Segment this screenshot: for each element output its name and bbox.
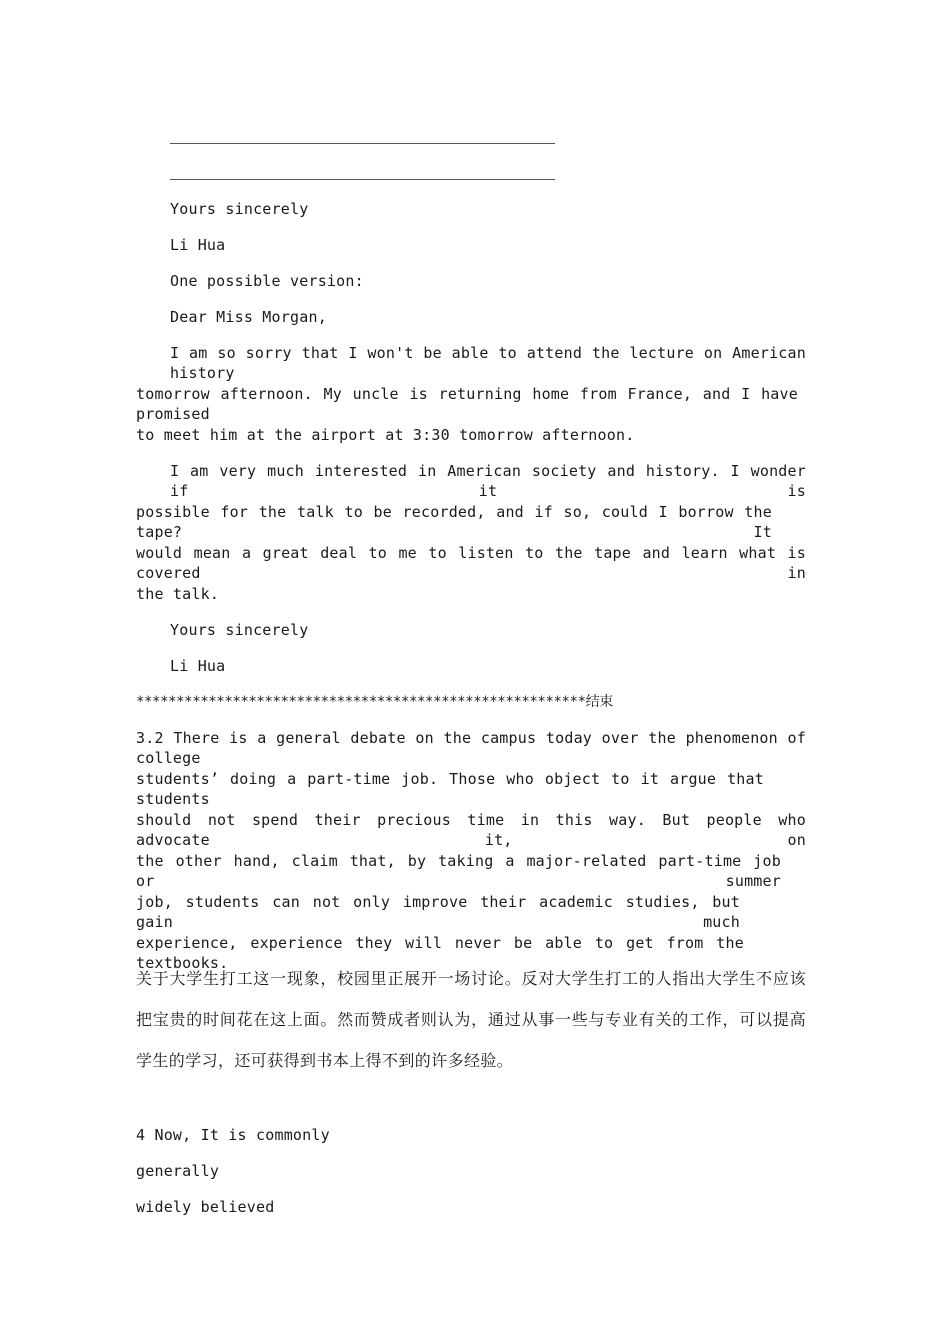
paragraph-line: should not spend their precious time in this way. But people who advocate it, on bbox=[136, 811, 806, 849]
alternative-word: generally bbox=[136, 1162, 220, 1180]
paragraph-line: experience, experience they will never be able to get from the textbooks. bbox=[136, 934, 744, 972]
section-4-heading: 4 Now, It is commonly bbox=[136, 1126, 330, 1144]
signature-name: Li Hua bbox=[170, 236, 226, 254]
paragraph-line: job, students can not only improve their academic studies, but gain much bbox=[136, 893, 740, 931]
paragraph-line: the other hand, claim that, by taking a major-related part-time job or summer bbox=[136, 852, 781, 890]
signature-name: Li Hua bbox=[170, 657, 226, 675]
paragraph-line: students’ doing a part-time job. Those who object to it argue that students bbox=[136, 770, 764, 808]
paragraph-line: would mean a great deal to me to listen to the tape and learn what is covered in bbox=[136, 544, 806, 582]
chinese-translation-line: 学生的学习，还可获得到书本上得不到的许多经验。 bbox=[136, 1051, 514, 1070]
chinese-translation-line: 关于大学生打工这一现象，校园里正展开一场讨论。反对大学生打工的人指出大学生不应该 bbox=[136, 969, 806, 988]
paragraph-line: the talk. bbox=[136, 585, 220, 603]
section-separator: ********************************************************结束 bbox=[136, 694, 613, 710]
paragraph-line: I am very much interested in American society and history. I wonder if it is bbox=[170, 462, 806, 500]
version-label: One possible version: bbox=[170, 272, 364, 290]
blank-answer-line bbox=[170, 179, 555, 180]
paragraph-line: tomorrow afternoon. My uncle is returning home from France, and I have promised bbox=[136, 385, 798, 423]
alternative-word: widely believed bbox=[136, 1198, 275, 1216]
salutation: Dear Miss Morgan, bbox=[170, 308, 327, 326]
chinese-translation-line: 把宝贵的时间花在这上面。然而赞成者则认为，通过从事一些与专业有关的工作，可以提高 bbox=[136, 1010, 806, 1029]
paragraph-line: I am so sorry that I won't be able to attend the lecture on American history bbox=[170, 344, 806, 382]
paragraph-line: possible for the talk to be recorded, and if so, could I borrow the tape? It bbox=[136, 503, 772, 541]
blank-answer-line bbox=[170, 143, 555, 144]
closing-line: Yours sincerely bbox=[170, 200, 309, 218]
paragraph-line: to meet him at the airport at 3:30 tomorrow afternoon. bbox=[136, 426, 635, 444]
closing-line: Yours sincerely bbox=[170, 621, 309, 639]
paragraph-line: 3.2 There is a general debate on the campus today over the phenomenon of college bbox=[136, 729, 806, 767]
